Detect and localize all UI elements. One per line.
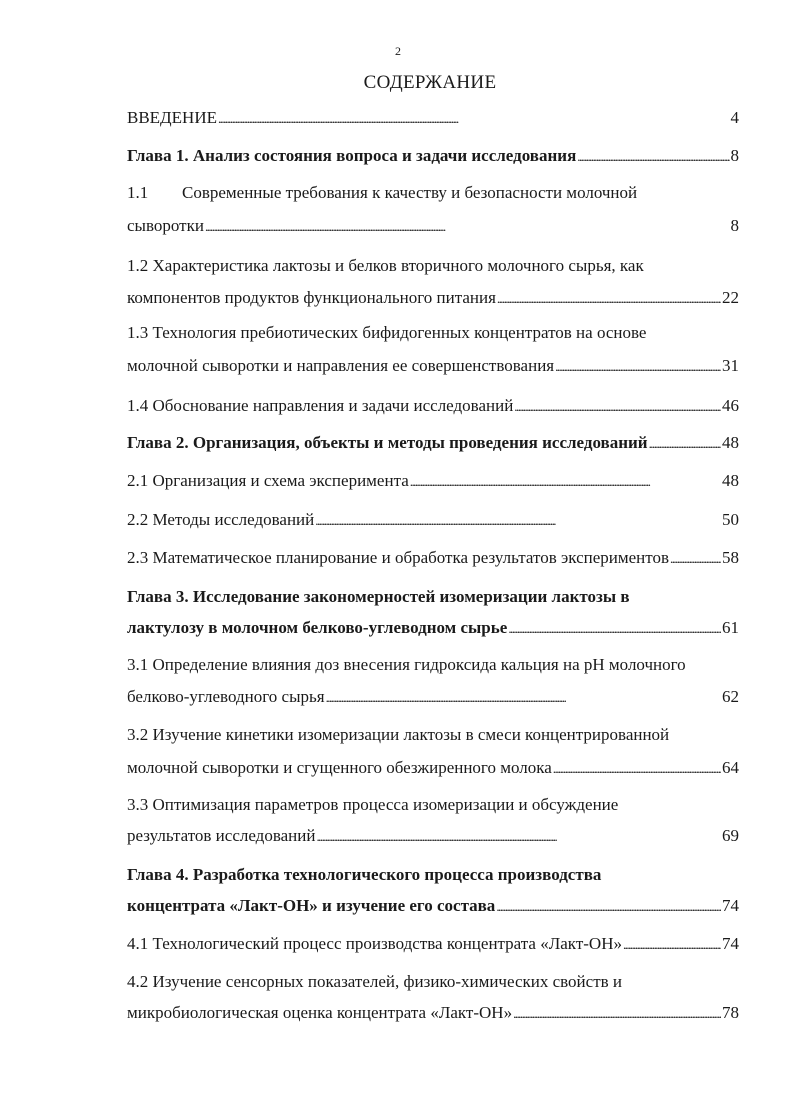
- toc-entry-1-2-line2[interactable]: компонентов продуктов функционального питания . . . 22: [127, 285, 739, 311]
- toc-page-number: 78: [722, 1003, 739, 1022]
- toc-page-number: 64: [722, 758, 739, 777]
- toc-entry-1-3-line2[interactable]: молочной сыворотки и направления ее совершенствования . . . 31: [127, 353, 739, 379]
- toc-entry-1-2-line1[interactable]: 1.2 Характеристика лактозы и белков вторичного молочного сырья, как: [127, 256, 644, 275]
- dot-leader: [205, 213, 730, 240]
- toc-page-number: 69: [722, 826, 739, 845]
- dot-leader: [326, 684, 721, 711]
- dot-leader: [649, 430, 721, 457]
- page-number: 2: [395, 44, 401, 58]
- toc-entry-3-3-line2[interactable]: результатов исследований . . . 69: [127, 823, 739, 849]
- dot-leader: [553, 755, 721, 782]
- toc-entry-3-2-line1[interactable]: 3.2 Изучение кинетики изомеризации лактозы в смеси концентрированной: [127, 725, 670, 744]
- toc-page-number: 74: [722, 934, 739, 953]
- dot-leader: [513, 1000, 721, 1027]
- toc-entry-1-4[interactable]: 1.4 Обоснование направления и задачи исследований . . . 46: [127, 393, 739, 419]
- toc-entry-chapter-3-line1[interactable]: Глава 3. Исследование закономерностей изомеризации лактозы в: [127, 587, 630, 606]
- toc-entry-2-1[interactable]: 2.1 Организация и схема эксперимента . . . 48: [127, 468, 739, 494]
- toc-entry-2-3[interactable]: 2.3 Математическое планирование и обработка результатов экспериментов . . . 58: [127, 545, 739, 571]
- toc-entry-4-2-line1[interactable]: 4.2 Изучение сенсорных показателей, физико-химических свойств и: [127, 972, 623, 991]
- dot-leader: [555, 353, 721, 380]
- toc-entry-4-2-line2[interactable]: микробиологическая оценка концентрата «Лакт-ОН» . . . 78: [127, 1000, 739, 1026]
- dot-leader: [623, 931, 721, 958]
- toc-entry-1-1-line1[interactable]: 1.1 Современные требования к качеству и безопасности молочной: [127, 183, 638, 202]
- dot-leader: [410, 468, 721, 495]
- toc-entry-chapter-3-line2[interactable]: лактулозу в молочном белково-углеводном сырье . . . 61: [127, 615, 739, 641]
- toc-page-number: 22: [722, 288, 739, 307]
- dot-leader: [670, 545, 721, 572]
- dot-leader: [497, 285, 721, 312]
- dot-leader: [496, 893, 721, 920]
- toc-page-number: 46: [722, 396, 739, 415]
- toc-entry-4-1[interactable]: 4.1 Технологический процесс производства концентрата «Лакт-ОН» . . . 74: [127, 931, 739, 957]
- toc-page-number: 31: [722, 356, 739, 375]
- toc-page-number: 48: [722, 471, 739, 490]
- toc-entry-chapter-2[interactable]: Глава 2. Организация, объекты и методы проведения исследований . . . 48: [127, 430, 739, 456]
- toc-page-number: 50: [722, 510, 739, 529]
- toc-entry-chapter-1[interactable]: Глава 1. Анализ состояния вопроса и задачи исследования . . . 8: [127, 143, 739, 169]
- toc-entry-introduction[interactable]: ВВЕДЕНИЕ . . . 4: [127, 105, 739, 131]
- toc-page-number: 62: [722, 687, 739, 706]
- toc-entry-1-1-line2[interactable]: сыворотки . . . 8: [127, 213, 739, 239]
- dot-leader: [315, 507, 721, 534]
- toc-page-number: 58: [722, 548, 739, 567]
- toc-title: СОДЕРЖАНИЕ: [363, 72, 497, 93]
- dot-leader: [514, 393, 721, 420]
- dot-leader: [508, 615, 721, 642]
- toc-page-number: 61: [722, 618, 739, 637]
- toc-page-number: 8: [730, 146, 739, 165]
- toc-entry-chapter-4-line2[interactable]: концентрата «Лакт-ОН» и изучение его состава . . . 74: [127, 893, 739, 919]
- toc-page-number: 74: [722, 896, 739, 915]
- toc-entry-3-3-line1[interactable]: 3.3 Оптимизация параметров процесса изомеризации и обсуждение: [127, 795, 619, 814]
- toc-entry-2-2[interactable]: 2.2 Методы исследований . . . 50: [127, 507, 739, 533]
- dot-leader: [316, 823, 721, 850]
- toc-page-number: 48: [722, 433, 739, 452]
- dot-leader: [577, 143, 729, 170]
- toc-page-number: 4: [730, 108, 739, 127]
- toc-page-number: 8: [730, 216, 739, 235]
- toc-entry-chapter-4-line1[interactable]: Глава 4. Разработка технологического процесса производства: [127, 865, 602, 884]
- toc-entry-3-1-line1[interactable]: 3.1 Определение влияния доз внесения гидроксида кальция на pH молочного: [127, 655, 686, 674]
- dot-leader: [218, 105, 730, 132]
- toc-entry-3-1-line2[interactable]: белково-углеводного сырья . . . 62: [127, 684, 739, 710]
- toc-entry-1-3-line1[interactable]: 1.3 Технология пребиотических бифидогенных концентратов на основе: [127, 323, 647, 342]
- toc-entry-3-2-line2[interactable]: молочной сыворотки и сгущенного обезжиренного молока . . . 64: [127, 755, 739, 781]
